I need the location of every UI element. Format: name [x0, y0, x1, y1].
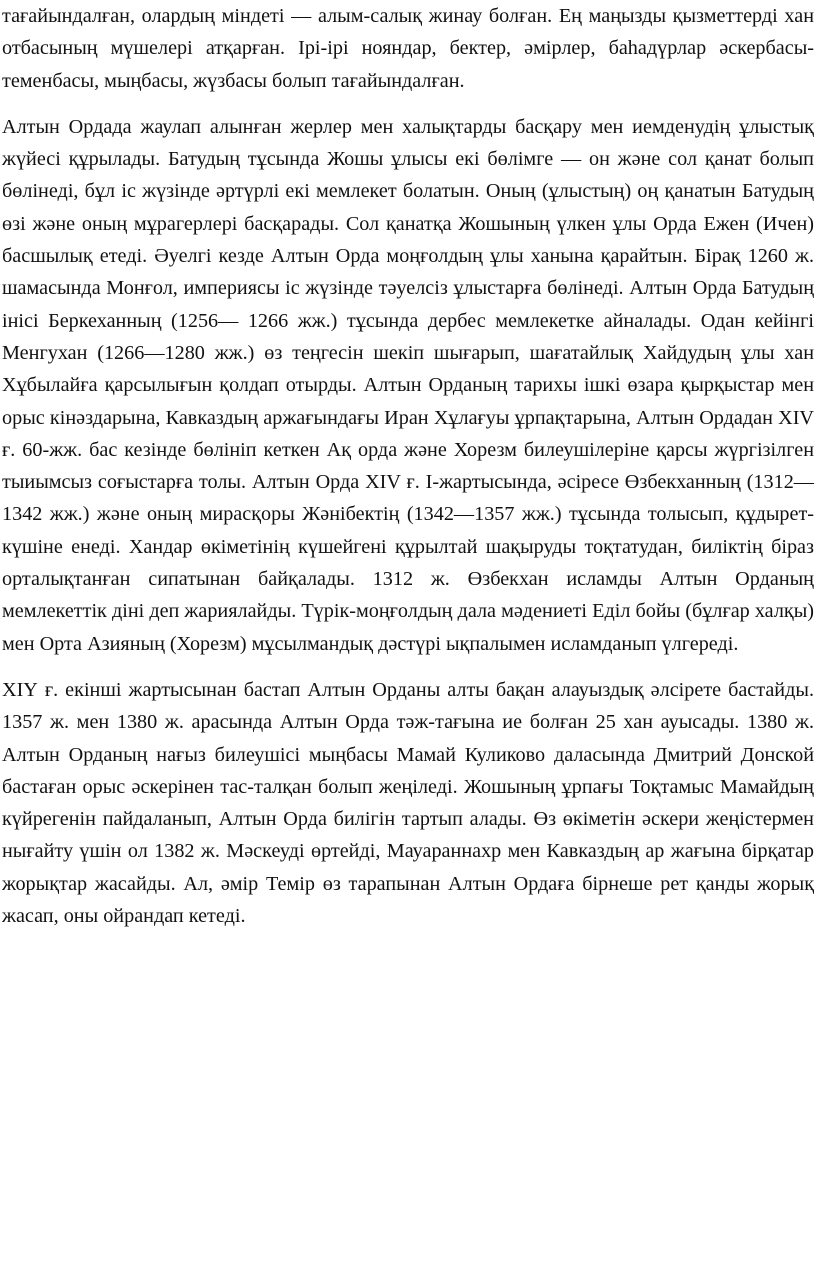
- paragraph: Алтын Ордада жаулап алынған жерлер мен халықтарды басқару мен иемденудің ұлыстық жүйесі құрылады. Батудың тұсында Жошы ұлысы екі бөлімге — он және сол қанат болып бөлінеді, бұл іс жүзінде әртүрлі екі мемлекет болатын. Оның (ұлыстың) оң қанатын Батудың өзі және оның мұрагерлері басқарады. Сол қанатқа Жошының үлкен ұлы Орда Ежен (Ичен) басшылық етеді. Әуелгі кезде Алтын Орда моңғолдың ұлы ханына қарайтын. Бірақ 1260 ж. шамасында Монғол, империясы іс жүзінде тәуелсіз ұлыстарға бөлінеді. Алтын Орда Батудың інісі Беркеханның (1256— 1266 жж.) тұсында дербес мемлекетке айналады. Одан кейінгі Менгухан (1266—1280 жж.) өз теңгесін шекіп шығарып, шағатайлық Хайдудың ұлы хан Хұбылайға қарсылығын қолдап отырды. Алтын Орданың тарихы ішкі өзара қырқыстар мен орыс кінәздарына, Кавказдың аржағындағы Иран Хұлағуы ұрпақтарына, Алтын Ордадан XIV ғ. 60-жж. бас кезінде бөлініп кеткен Ақ орда және Хорезм билеушілеріне қарсы жүргізілген тыиымсыз соғыстарға толы. Алтын Орда XIV ғ. І-жартысында, әсіресе Өзбекханның (1312—1342 жж.) және оның мирасқоры Жәнібектің (1342—1357 жж.) тұсында толысып, құдырет-күшіне енеді. Хандар өкіметінің күшейгені құрылтай шақыруды тоқтатудан, биліктің біраз орталықтанған сипатынан байқалады. 1312 ж. Өзбекхан исламды Алтын Орданың мемлекеттік діні деп жариялайды. Түрік-моңғолдың дала мәдениеті Еділ бойы (бұлғар халқы) мен Орта Азияның (Хорезм) мұсылмандық дәстүрі ықпалымен исламданып үлгереді.: [2, 115, 814, 655]
- paragraph: ХІҮ ғ. екінші жартысынан бастап Алтын Орданы алты бақан алауыздық әлсірете бастайды. 1357 ж. мен 1380 ж. арасында Алтын Орда тәж-тағына ие болған 25 хан ауысады. 1380 ж. Алтын Орданың нағыз билеушісі мыңбасы Мамай Куликово даласында Дмитрий Донской бастаған орыс әскерінен тас-талқан болып жеңіледі. Жошының ұрпағы Тоқтамыс Мамайдың күйрегенін пайдаланып, Алтын Орда билігін тартып алады. Өз өкіметін әскери жеңістермен нығайту үшін ол 1382 ж. Мәскеуді өртейді, Мауараннахр мен Кавказдың ар жағына бірқатар жорықтар жасайды. Ал, әмір Темір өз тарапынан Алтын Ордаға бірнеше рет қанды жорық жасап, оны ойрандап кетеді.: [2, 678, 814, 928]
- paragraph: тағайындалған, олардың міндеті — алым-салық жинау болған. Ең маңызды қызметтерді хан отбасының мүшелері атқарған. Ірі-ірі нояндар, бектер, әмірлер, баһадүрлар әскербасы-теменбасы, мыңбасы, жүзбасы болып тағайындалған.: [2, 5, 814, 92]
